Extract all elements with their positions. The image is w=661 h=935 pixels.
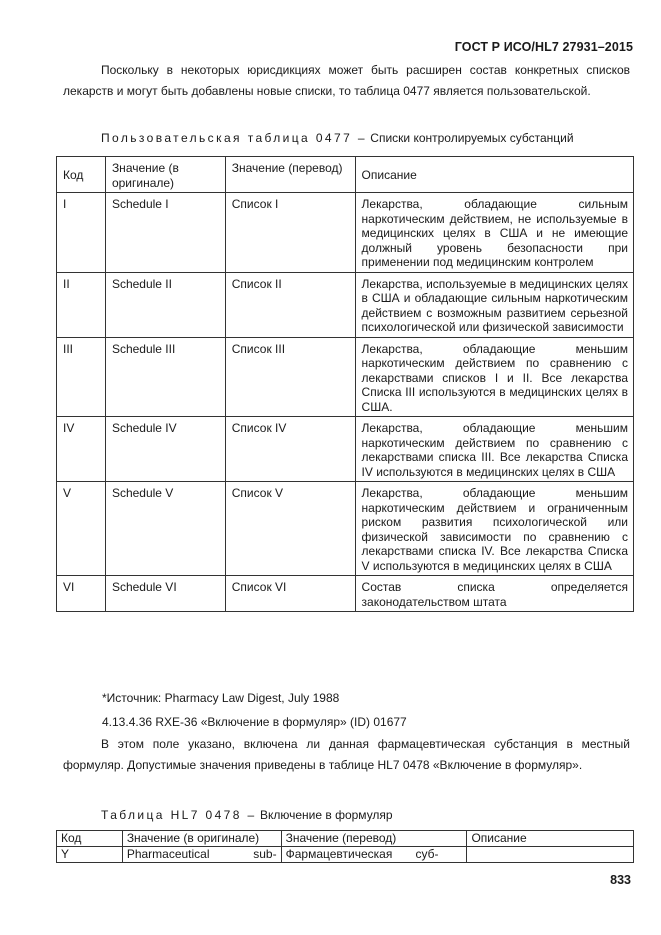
formulary-paragraph [63, 734, 630, 776]
table-0477-caption [101, 131, 574, 145]
source-note: *Источник: Pharmacy Law Digest, July 1988 [102, 691, 340, 705]
document-code: ГОСТ Р ИСО/HL7 27931–2015 [454, 40, 633, 54]
cell-translation: Список V [225, 482, 355, 576]
cell-original: Schedule I [105, 193, 225, 273]
cell-translation: Список II [225, 272, 355, 337]
col-header-translation: Значение (перевод) [281, 831, 467, 847]
cell-code: I [57, 193, 106, 273]
table-header-row [57, 157, 634, 193]
cell-original-hyphen: sub- [253, 847, 277, 861]
cell-original: Schedule IV [105, 417, 225, 482]
col-header-description: Описание [355, 157, 633, 193]
cell-code: V [57, 482, 106, 576]
col-header-code: Код [57, 831, 123, 847]
cell-translation-word: Фармацевтическая [285, 847, 393, 861]
cell-original: Schedule VI [105, 576, 225, 612]
page-number: 833 [610, 873, 631, 887]
cell-translation: Список IV [225, 417, 355, 482]
cell-description: Лекарства, обладающие сильным наркотическим действием, не используемые в медицинских целях в США и не имеющие должный уровень безопасности при применении под медицинским контролем [355, 193, 633, 273]
cell-code: IV [57, 417, 106, 482]
cell-code: II [57, 272, 106, 337]
table-row [57, 417, 634, 482]
section-heading: 4.13.4.36 RXE-36 «Включение в формуляр» (ID) 01677 [102, 715, 407, 729]
table-row [57, 193, 634, 273]
cell-description [467, 847, 634, 863]
cell-original-word: Pharmaceutical [126, 847, 210, 861]
col-header-original: Значение (в оригинале) [122, 831, 281, 847]
cell-description: Лекарства, обладающие меньшим наркотическим действием по сравнению с лекарствами списка III. Все лекарства Списка IV используются в медицинских целях в США [355, 417, 633, 482]
cell-translation: Список III [225, 337, 355, 417]
table-row [57, 847, 634, 863]
formulary-paragraph-text: В этом поле указано, включена ли данная фармацевтическая субстанция в местный формуляр. Допустимые значения приведены в таблице HL7 0478 «Включение в формуляр». [63, 737, 630, 772]
cell-original: Schedule V [105, 482, 225, 576]
table-row [57, 272, 634, 337]
cell-description: Лекарства, обладающие меньшим наркотическим действием и ограниченным риском развития психологической или физической зависимости по сравнению с лекарствами списка IV. Все лекарства Списка V используются в медицинских целях в США [355, 482, 633, 576]
cell-original: Schedule II [105, 272, 225, 337]
cell-original [122, 847, 281, 863]
cell-translation-hyphen: суб- [415, 847, 439, 861]
intro-paragraph [63, 60, 630, 102]
table-0478-caption [101, 808, 393, 822]
col-header-code: Код [57, 157, 106, 193]
cell-description: Лекарства, обладающие меньшим наркотическим действием по сравнению с лекарствами списков I и II. Все лекарства Списка III используются в медицинских целях в США. [355, 337, 633, 417]
table-header-row [57, 831, 634, 847]
cell-description: Состав списка определяется законодательством штата [355, 576, 633, 612]
table-row [57, 482, 634, 576]
table-0477-caption-prefix: Пользовательская таблица 0477 – [101, 131, 367, 145]
col-header-original: Значение (в оригинале) [105, 157, 225, 193]
cell-translation: Список I [225, 193, 355, 273]
table-0478-caption-prefix: Таблица HL7 0478 – [101, 808, 257, 822]
controlled-substances-table [56, 156, 634, 612]
intro-paragraph-text: Поскольку в некоторых юрисдикциях может быть расширен состав конкретных списков лекарств и могут быть добавлены новые списки, то таблица 0477 является пользовательской. [63, 63, 630, 98]
table-0478-caption-title: Включение в формуляр [259, 808, 393, 822]
cell-code: VI [57, 576, 106, 612]
cell-translation [281, 847, 467, 863]
formulary-inclusion-table [56, 830, 634, 863]
col-header-translation: Значение (перевод) [225, 157, 355, 193]
cell-description: Лекарства, используемые в медицинских целях в США и обладающие сильным наркотическим действием с возможным развитием серьезной психологической или физической зависимости [355, 272, 633, 337]
cell-original: Schedule III [105, 337, 225, 417]
cell-translation: Список VI [225, 576, 355, 612]
cell-code: Y [57, 847, 123, 863]
col-header-description: Описание [467, 831, 634, 847]
table-0477-caption-title: Списки контролируемых субстанций [370, 131, 574, 145]
table-row [57, 576, 634, 612]
cell-code: III [57, 337, 106, 417]
table-row [57, 337, 634, 417]
